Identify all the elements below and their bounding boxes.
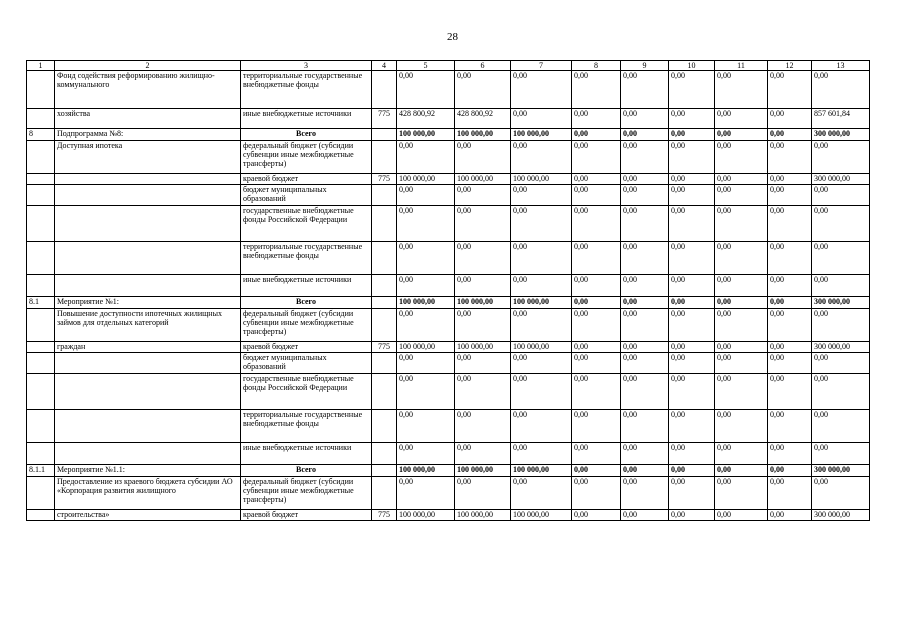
program-name-cell <box>55 443 241 465</box>
funding-source-cell: Всего <box>241 465 372 477</box>
value-cell: 0,00 <box>621 374 669 410</box>
code-cell: 775 <box>372 510 397 521</box>
row-number-cell <box>27 71 55 109</box>
funding-source-cell: территориальные государственные внебюджетные фонды <box>241 242 372 275</box>
funding-source-cell: Всего <box>241 297 372 309</box>
value-cell: 0,00 <box>572 353 621 374</box>
value-cell: 0,00 <box>455 242 511 275</box>
row-number-cell <box>27 275 55 297</box>
value-cell: 428 800,92 <box>455 109 511 129</box>
value-cell: 0,00 <box>715 443 768 465</box>
value-cell: 0,00 <box>669 342 715 353</box>
value-cell: 100 000,00 <box>511 342 572 353</box>
value-cell: 0,00 <box>621 242 669 275</box>
table-row <box>27 374 870 410</box>
table-row <box>27 353 870 374</box>
row-number-cell <box>27 410 55 443</box>
value-cell: 0,00 <box>455 309 511 342</box>
table-row <box>27 71 870 109</box>
value-cell: 300 000,00 <box>812 297 870 309</box>
program-name-cell <box>55 374 241 410</box>
value-cell: 0,00 <box>397 443 455 465</box>
row-number-cell <box>27 510 55 521</box>
program-name-cell: Доступная ипотека <box>55 141 241 174</box>
value-cell: 0,00 <box>621 141 669 174</box>
value-cell: 0,00 <box>715 206 768 242</box>
value-cell: 0,00 <box>397 242 455 275</box>
value-cell: 0,00 <box>572 297 621 309</box>
value-cell: 0,00 <box>397 275 455 297</box>
value-cell: 0,00 <box>669 465 715 477</box>
value-cell: 0,00 <box>397 309 455 342</box>
value-cell: 0,00 <box>621 206 669 242</box>
funding-source-cell: Всего <box>241 129 372 141</box>
value-cell: 0,00 <box>572 185 621 206</box>
value-cell: 0,00 <box>669 410 715 443</box>
value-cell: 0,00 <box>768 129 812 141</box>
value-cell: 0,00 <box>669 206 715 242</box>
funding-source-cell: иные внебюджетные источники <box>241 275 372 297</box>
code-cell <box>372 129 397 141</box>
table-row <box>27 309 870 342</box>
value-cell: 100 000,00 <box>455 174 511 185</box>
program-name-cell: хозяйства <box>55 109 241 129</box>
table-row <box>27 410 870 443</box>
code-cell <box>372 309 397 342</box>
row-number-cell <box>27 443 55 465</box>
value-cell: 100 000,00 <box>511 510 572 521</box>
value-cell: 100 000,00 <box>397 342 455 353</box>
value-cell: 100 000,00 <box>397 465 455 477</box>
table-row <box>27 297 870 309</box>
code-cell <box>372 71 397 109</box>
value-cell: 0,00 <box>621 71 669 109</box>
code-cell <box>372 206 397 242</box>
header-cell: 8 <box>572 61 621 71</box>
value-cell: 0,00 <box>715 410 768 443</box>
header-cell: 3 <box>241 61 372 71</box>
value-cell: 0,00 <box>715 465 768 477</box>
table-row <box>27 174 870 185</box>
value-cell: 0,00 <box>812 410 870 443</box>
code-cell <box>372 465 397 477</box>
code-cell <box>372 297 397 309</box>
funding-source-cell: федеральный бюджет (субсидии субвенции иные межбюджетные трансферты) <box>241 141 372 174</box>
value-cell: 0,00 <box>768 185 812 206</box>
value-cell: 0,00 <box>572 109 621 129</box>
value-cell: 0,00 <box>397 71 455 109</box>
value-cell: 0,00 <box>511 71 572 109</box>
value-cell: 300 000,00 <box>812 465 870 477</box>
value-cell: 0,00 <box>621 275 669 297</box>
table-row <box>27 477 870 510</box>
row-number-cell <box>27 342 55 353</box>
value-cell: 100 000,00 <box>397 297 455 309</box>
value-cell: 0,00 <box>397 185 455 206</box>
value-cell: 0,00 <box>812 242 870 275</box>
funding-source-cell: иные внебюджетные источники <box>241 443 372 465</box>
value-cell: 100 000,00 <box>397 129 455 141</box>
value-cell: 0,00 <box>669 297 715 309</box>
value-cell: 0,00 <box>572 206 621 242</box>
value-cell: 0,00 <box>511 477 572 510</box>
value-cell: 0,00 <box>511 443 572 465</box>
code-cell <box>372 185 397 206</box>
value-cell: 0,00 <box>511 141 572 174</box>
header-cell: 2 <box>55 61 241 71</box>
value-cell: 0,00 <box>511 185 572 206</box>
code-cell <box>372 242 397 275</box>
funding-source-cell: государственные внебюджетные фонды Российской Федерации <box>241 206 372 242</box>
table-row <box>27 510 870 521</box>
page-number: 28 <box>447 31 458 43</box>
value-cell: 0,00 <box>715 342 768 353</box>
value-cell: 0,00 <box>715 309 768 342</box>
value-cell: 0,00 <box>621 297 669 309</box>
value-cell: 857 601,84 <box>812 109 870 129</box>
value-cell: 0,00 <box>768 374 812 410</box>
value-cell: 0,00 <box>669 242 715 275</box>
value-cell: 0,00 <box>715 129 768 141</box>
value-cell: 0,00 <box>669 443 715 465</box>
value-cell: 0,00 <box>511 309 572 342</box>
value-cell: 0,00 <box>572 129 621 141</box>
value-cell: 0,00 <box>455 185 511 206</box>
value-cell: 0,00 <box>768 510 812 521</box>
program-name-cell <box>55 410 241 443</box>
value-cell: 100 000,00 <box>397 510 455 521</box>
value-cell: 0,00 <box>455 353 511 374</box>
value-cell: 0,00 <box>812 353 870 374</box>
funding-source-cell: федеральный бюджет (субсидии субвенции иные межбюджетные трансферты) <box>241 477 372 510</box>
value-cell: 0,00 <box>572 242 621 275</box>
value-cell: 0,00 <box>455 443 511 465</box>
value-cell: 0,00 <box>715 477 768 510</box>
code-cell <box>372 410 397 443</box>
value-cell: 0,00 <box>715 185 768 206</box>
value-cell: 0,00 <box>621 309 669 342</box>
funding-source-cell: территориальные государственные внебюджетные фонды <box>241 71 372 109</box>
value-cell: 0,00 <box>397 353 455 374</box>
row-number-cell: 8 <box>27 129 55 141</box>
value-cell: 0,00 <box>621 477 669 510</box>
value-cell: 0,00 <box>572 174 621 185</box>
value-cell: 0,00 <box>572 141 621 174</box>
row-number-cell <box>27 109 55 129</box>
value-cell: 0,00 <box>715 353 768 374</box>
code-cell <box>372 374 397 410</box>
program-name-cell: Мероприятие №1: <box>55 297 241 309</box>
value-cell: 0,00 <box>572 477 621 510</box>
funding-source-cell: иные внебюджетные источники <box>241 109 372 129</box>
funding-source-cell: краевой бюджет <box>241 342 372 353</box>
row-number-cell <box>27 309 55 342</box>
value-cell: 0,00 <box>572 374 621 410</box>
program-name-cell: Подпрограмма №8: <box>55 129 241 141</box>
value-cell: 0,00 <box>768 275 812 297</box>
value-cell: 0,00 <box>715 242 768 275</box>
value-cell: 0,00 <box>715 510 768 521</box>
code-cell <box>372 443 397 465</box>
program-name-cell <box>55 353 241 374</box>
value-cell: 0,00 <box>768 309 812 342</box>
value-cell: 100 000,00 <box>511 465 572 477</box>
program-name-cell: Фонд содействия реформированию жилищно-коммунального <box>55 71 241 109</box>
table-row <box>27 242 870 275</box>
funding-source-cell: бюджет муниципальных образований <box>241 185 372 206</box>
value-cell: 0,00 <box>397 374 455 410</box>
value-cell: 0,00 <box>511 206 572 242</box>
value-cell: 0,00 <box>621 443 669 465</box>
program-name-cell: Предоставление из краевого бюджета субсидии АО «Корпорация развития жилищного <box>55 477 241 510</box>
value-cell: 0,00 <box>621 109 669 129</box>
value-cell: 0,00 <box>768 477 812 510</box>
value-cell: 0,00 <box>669 510 715 521</box>
value-cell: 0,00 <box>397 141 455 174</box>
value-cell: 0,00 <box>621 342 669 353</box>
value-cell: 0,00 <box>812 477 870 510</box>
header-cell: 13 <box>812 61 870 71</box>
row-number-cell <box>27 477 55 510</box>
value-cell: 0,00 <box>621 129 669 141</box>
value-cell: 0,00 <box>621 465 669 477</box>
funding-source-cell: краевой бюджет <box>241 174 372 185</box>
value-cell: 0,00 <box>768 242 812 275</box>
row-number-cell <box>27 206 55 242</box>
value-cell: 0,00 <box>397 206 455 242</box>
value-cell: 0,00 <box>715 71 768 109</box>
row-number-cell <box>27 242 55 275</box>
value-cell: 300 000,00 <box>812 174 870 185</box>
table-row <box>27 206 870 242</box>
value-cell: 0,00 <box>572 443 621 465</box>
value-cell: 100 000,00 <box>511 129 572 141</box>
value-cell: 0,00 <box>455 206 511 242</box>
program-name-cell: граждан <box>55 342 241 353</box>
code-cell <box>372 141 397 174</box>
row-number-cell <box>27 353 55 374</box>
value-cell: 100 000,00 <box>455 342 511 353</box>
funding-source-cell: бюджет муниципальных образований <box>241 353 372 374</box>
table-row <box>27 465 870 477</box>
value-cell: 0,00 <box>669 141 715 174</box>
value-cell: 0,00 <box>669 309 715 342</box>
value-cell: 0,00 <box>669 185 715 206</box>
value-cell: 0,00 <box>455 71 511 109</box>
table-row <box>27 443 870 465</box>
value-cell: 0,00 <box>511 275 572 297</box>
value-cell: 0,00 <box>715 141 768 174</box>
value-cell: 0,00 <box>572 465 621 477</box>
program-name-cell: Мероприятие №1.1: <box>55 465 241 477</box>
value-cell: 0,00 <box>669 174 715 185</box>
header-cell: 6 <box>455 61 511 71</box>
value-cell: 0,00 <box>572 510 621 521</box>
program-name-cell <box>55 174 241 185</box>
table-row <box>27 129 870 141</box>
value-cell: 100 000,00 <box>511 174 572 185</box>
value-cell: 0,00 <box>455 477 511 510</box>
value-cell: 0,00 <box>455 141 511 174</box>
program-name-cell <box>55 275 241 297</box>
value-cell: 0,00 <box>812 374 870 410</box>
value-cell: 0,00 <box>397 410 455 443</box>
value-cell: 0,00 <box>768 353 812 374</box>
value-cell: 100 000,00 <box>455 510 511 521</box>
program-name-cell <box>55 206 241 242</box>
value-cell: 0,00 <box>768 174 812 185</box>
table-row <box>27 275 870 297</box>
row-number-cell <box>27 374 55 410</box>
value-cell: 0,00 <box>768 109 812 129</box>
header-cell: 4 <box>372 61 397 71</box>
value-cell: 0,00 <box>572 309 621 342</box>
code-cell: 775 <box>372 342 397 353</box>
header-cell: 12 <box>768 61 812 71</box>
value-cell: 0,00 <box>572 71 621 109</box>
value-cell: 0,00 <box>572 342 621 353</box>
value-cell: 0,00 <box>669 275 715 297</box>
value-cell: 0,00 <box>511 374 572 410</box>
value-cell: 100 000,00 <box>455 129 511 141</box>
value-cell: 0,00 <box>812 275 870 297</box>
code-cell <box>372 477 397 510</box>
value-cell: 0,00 <box>455 275 511 297</box>
value-cell: 100 000,00 <box>455 297 511 309</box>
value-cell: 100 000,00 <box>397 174 455 185</box>
code-cell <box>372 275 397 297</box>
value-cell: 100 000,00 <box>511 297 572 309</box>
header-cell: 1 <box>27 61 55 71</box>
funding-source-cell: государственные внебюджетные фонды Российской Федерации <box>241 374 372 410</box>
value-cell: 0,00 <box>669 71 715 109</box>
value-cell: 0,00 <box>621 174 669 185</box>
row-number-cell: 8.1.1 <box>27 465 55 477</box>
program-name-cell <box>55 242 241 275</box>
funding-source-cell: территориальные государственные внебюджетные фонды <box>241 410 372 443</box>
code-cell: 775 <box>372 174 397 185</box>
value-cell: 0,00 <box>455 374 511 410</box>
value-cell: 0,00 <box>621 410 669 443</box>
table-row <box>27 185 870 206</box>
header-cell: 7 <box>511 61 572 71</box>
value-cell: 300 000,00 <box>812 342 870 353</box>
value-cell: 0,00 <box>621 185 669 206</box>
value-cell: 0,00 <box>812 443 870 465</box>
value-cell: 0,00 <box>812 309 870 342</box>
value-cell: 0,00 <box>715 374 768 410</box>
value-cell: 0,00 <box>572 275 621 297</box>
value-cell: 0,00 <box>768 410 812 443</box>
value-cell: 0,00 <box>669 129 715 141</box>
value-cell: 0,00 <box>812 185 870 206</box>
header-row <box>27 61 870 71</box>
value-cell: 100 000,00 <box>455 465 511 477</box>
code-cell <box>372 353 397 374</box>
value-cell: 0,00 <box>768 443 812 465</box>
value-cell: 0,00 <box>669 477 715 510</box>
program-name-cell: Повышение доступности ипотечных жилищных займов для отдельных категорий <box>55 309 241 342</box>
value-cell: 0,00 <box>397 477 455 510</box>
table-row <box>27 342 870 353</box>
value-cell: 0,00 <box>768 465 812 477</box>
value-cell: 0,00 <box>621 353 669 374</box>
value-cell: 0,00 <box>669 109 715 129</box>
value-cell: 0,00 <box>812 141 870 174</box>
value-cell: 428 800,92 <box>397 109 455 129</box>
value-cell: 0,00 <box>511 109 572 129</box>
row-number-cell <box>27 174 55 185</box>
header-cell: 10 <box>669 61 715 71</box>
table-row <box>27 109 870 129</box>
value-cell: 0,00 <box>812 206 870 242</box>
value-cell: 0,00 <box>768 71 812 109</box>
value-cell: 300 000,00 <box>812 129 870 141</box>
value-cell: 0,00 <box>715 297 768 309</box>
value-cell: 0,00 <box>715 109 768 129</box>
value-cell: 0,00 <box>768 141 812 174</box>
value-cell: 0,00 <box>768 206 812 242</box>
value-cell: 0,00 <box>511 242 572 275</box>
code-cell: 775 <box>372 109 397 129</box>
budget-table <box>26 60 870 521</box>
row-number-cell <box>27 185 55 206</box>
value-cell: 0,00 <box>511 410 572 443</box>
value-cell: 0,00 <box>768 297 812 309</box>
row-number-cell: 8.1 <box>27 297 55 309</box>
row-number-cell <box>27 141 55 174</box>
value-cell: 0,00 <box>768 342 812 353</box>
value-cell: 0,00 <box>621 510 669 521</box>
value-cell: 0,00 <box>669 353 715 374</box>
header-cell: 5 <box>397 61 455 71</box>
value-cell: 300 000,00 <box>812 510 870 521</box>
header-cell: 9 <box>621 61 669 71</box>
value-cell: 0,00 <box>572 410 621 443</box>
funding-source-cell: краевой бюджет <box>241 510 372 521</box>
value-cell: 0,00 <box>715 275 768 297</box>
funding-source-cell: федеральный бюджет (субсидии субвенции иные межбюджетные трансферты) <box>241 309 372 342</box>
value-cell: 0,00 <box>812 71 870 109</box>
program-name-cell: строительства» <box>55 510 241 521</box>
program-name-cell <box>55 185 241 206</box>
table-row <box>27 141 870 174</box>
value-cell: 0,00 <box>715 174 768 185</box>
value-cell: 0,00 <box>669 374 715 410</box>
value-cell: 0,00 <box>511 353 572 374</box>
header-cell: 11 <box>715 61 768 71</box>
value-cell: 0,00 <box>455 410 511 443</box>
